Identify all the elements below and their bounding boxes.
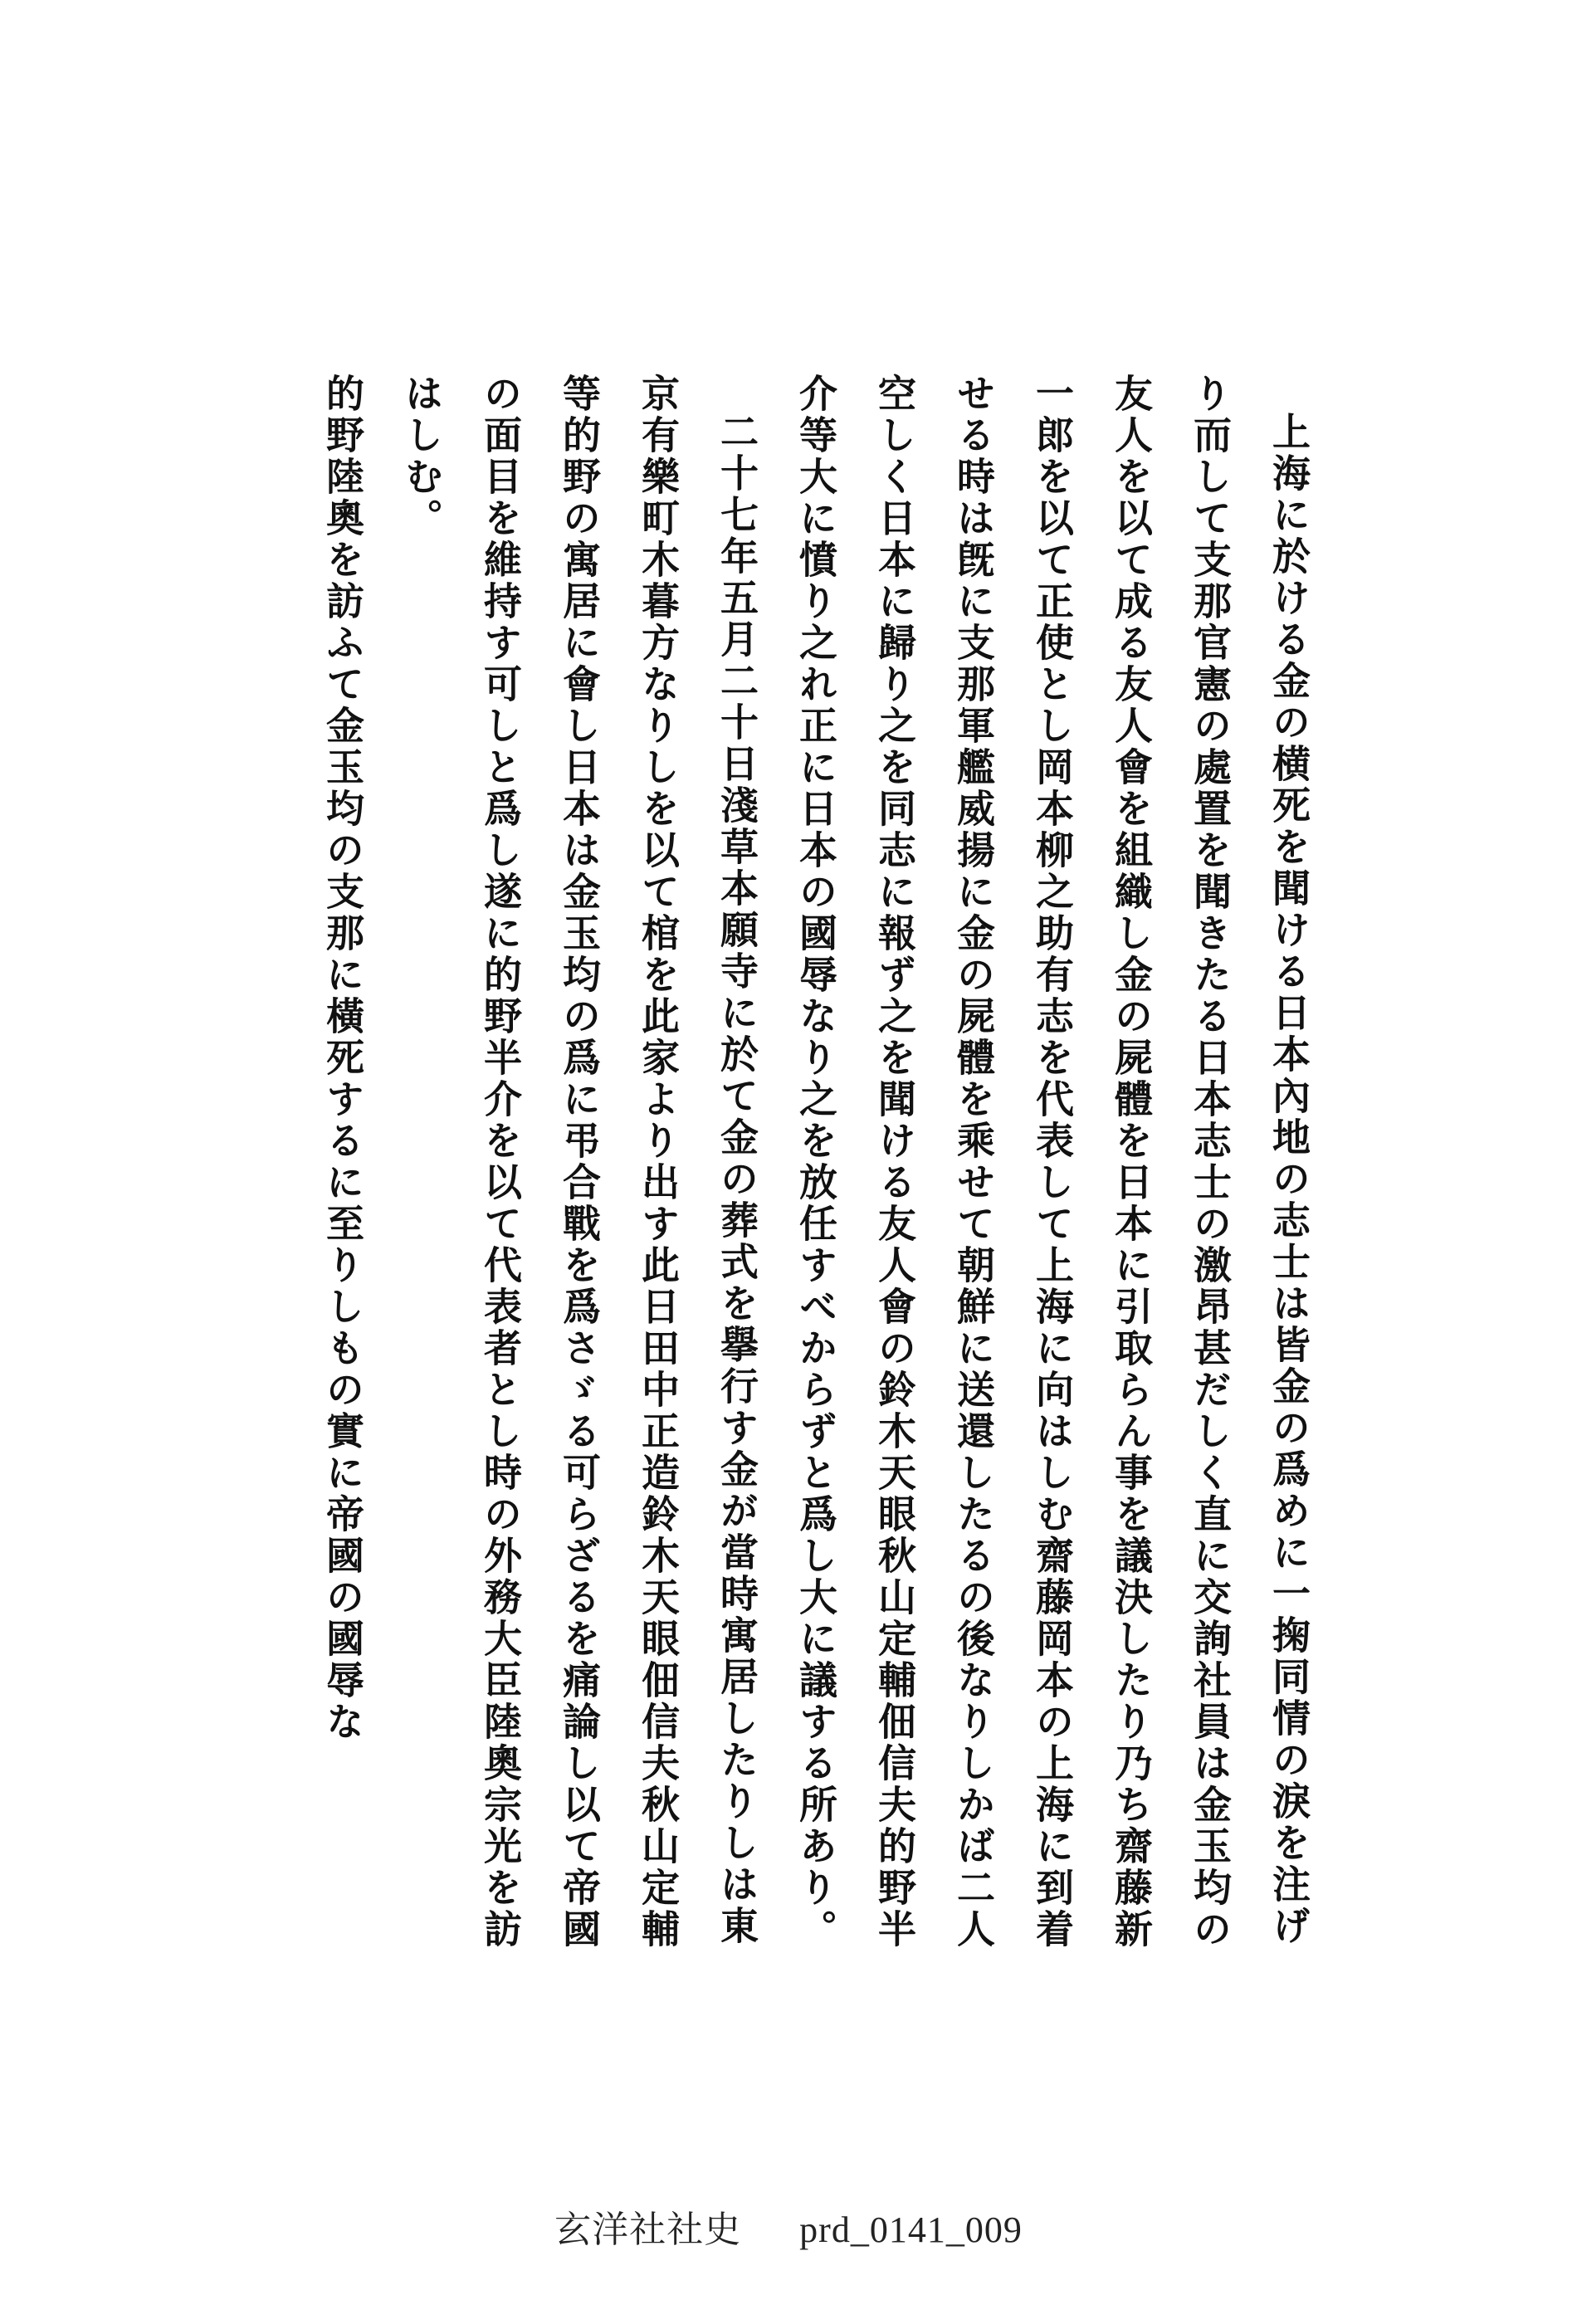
page-footer	[0, 2200, 1577, 2253]
paragraph-3: 的野陸奧を訪ふて金玉均の支那に橫死するに至りしもの實に帝國の國辱な	[320, 374, 365, 1743]
footer-book-title: 玄洋社社史	[554, 2209, 742, 2250]
footer-page-id: prd_0141_009	[799, 2209, 1023, 2250]
paragraph-2: 二十七年五月二十日淺草本願寺に於て金の葬式を擧行す金が當時寓居したりしは東京有樂町木暮方なりしを以て棺を此家より出す此日田中正造鈴木天眼佃信夫秋山定輔等的野の寓居に會し日本は金玉均の爲に弔合戰を爲さゞる可らざるを痛論し以て帝國の面目を維持す可しと爲し遂に的野半介を以て代表者とし時の外務大臣陸奧宗光を訪はしむ。	[399, 374, 759, 1950]
paragraph-1: 上海に於ける金の横死を聞ける日本內地の志士は皆金の爲めに一掬同情の淚を注げり而して支那官憲の處置を聞きたる日本志士の激昂甚だしく直に交詢社員は金玉均の友人を以て成る友人會を組織し金の屍體を日本に引取らん事を議決したり乃ち齋藤新一郎を以て正使とし岡本柳之助有志を代表して上海に向はしむ齋藤岡本の上海に到着せる時は旣に支那軍艦威揚に金の屍體を乘せて朝鮮に送還したるの後なりしかば二人空しく日本に歸り之を同志に報ず之を聞ける友人會の鈴木天眼秋山定輔佃信夫的野半介等大に憤り之れ正に日本の國辱なり之を放任すべからずと爲し大に議する所あり。	[793, 374, 1311, 1950]
vertical-text-body	[303, 374, 1328, 1975]
